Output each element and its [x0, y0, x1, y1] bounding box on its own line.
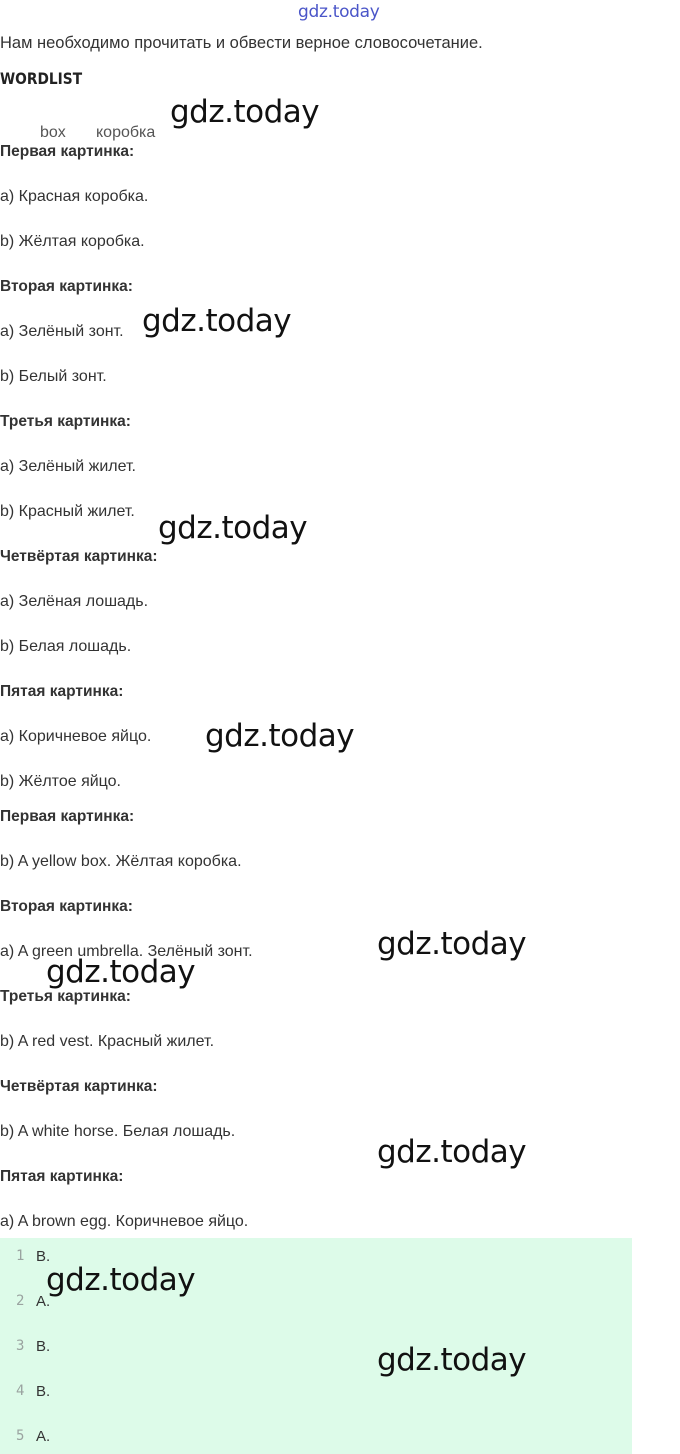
- watermark: gdz.today: [46, 954, 196, 990]
- answer-line: a) A green umbrella. Зелёный зонт.: [0, 943, 253, 960]
- wordlist-translation: коробка: [96, 124, 156, 141]
- answer-value: A.: [36, 1293, 51, 1310]
- task-description: Нам необходимо прочитать и обвести верное словосочетание.: [0, 34, 483, 52]
- picture-heading: Четвёртая картинка:: [0, 548, 158, 565]
- picture-heading: Третья картинка:: [0, 413, 131, 430]
- answer-line: b) A red vest. Красный жилет.: [0, 1033, 215, 1050]
- option-a: a) Коричневое яйцо.: [0, 728, 152, 745]
- watermark: gdz.today: [205, 718, 355, 754]
- watermark: gdz.today: [170, 94, 320, 130]
- answer-number: 3: [16, 1338, 25, 1354]
- picture-heading: Пятая картинка:: [0, 683, 124, 700]
- option-b: b) Жёлтая коробка.: [0, 233, 145, 250]
- watermark: gdz.today: [46, 1262, 196, 1298]
- option-b: b) Красный жилет.: [0, 503, 135, 520]
- wordlist-heading: WORDLIST: [0, 69, 83, 88]
- picture-heading: Вторая картинка:: [0, 278, 133, 295]
- option-a: a) Зелёный зонт.: [0, 323, 124, 340]
- answer-heading: Вторая картинка:: [0, 898, 133, 915]
- answer-heading: Третья картинка:: [0, 988, 131, 1005]
- option-a: a) Зелёная лошадь.: [0, 593, 149, 610]
- watermark: gdz.today: [142, 303, 292, 339]
- wordlist-cut-row: [0, 118, 180, 141]
- answer-number: 4: [16, 1383, 25, 1399]
- answer-value: A.: [36, 1428, 51, 1445]
- option-a: a) Красная коробка.: [0, 188, 149, 205]
- watermark: gdz.today: [158, 510, 308, 546]
- answer-heading: Четвёртая картинка:: [0, 1078, 158, 1095]
- watermark: gdz.today: [377, 1134, 527, 1170]
- answer-value: B.: [36, 1248, 51, 1265]
- answer-value: B.: [36, 1383, 51, 1400]
- option-b: b) Белый зонт.: [0, 368, 107, 385]
- answer-line: b) A white horse. Белая лошадь.: [0, 1123, 236, 1140]
- answer-heading: Пятая картинка:: [0, 1168, 124, 1185]
- option-a: a) Зелёный жилет.: [0, 458, 136, 475]
- site-logo[interactable]: gdz.today: [298, 2, 380, 22]
- answer-value: B.: [36, 1338, 51, 1355]
- wordlist-word: box: [40, 124, 66, 141]
- answer-line: a) A brown egg. Коричневое яйцо.: [0, 1213, 249, 1230]
- option-b: b) Белая лошадь.: [0, 638, 132, 655]
- option-b: b) Жёлтое яйцо.: [0, 773, 121, 790]
- answer-line: b) A yellow box. Жёлтая коробка.: [0, 853, 242, 870]
- answer-number: 1: [16, 1248, 25, 1264]
- answer-heading: Первая картинка:: [0, 808, 135, 825]
- picture-heading: Первая картинка:: [0, 143, 135, 160]
- answer-number: 5: [16, 1428, 25, 1444]
- watermark: gdz.today: [377, 926, 527, 962]
- watermark: gdz.today: [377, 1342, 527, 1378]
- answer-number: 2: [16, 1293, 25, 1309]
